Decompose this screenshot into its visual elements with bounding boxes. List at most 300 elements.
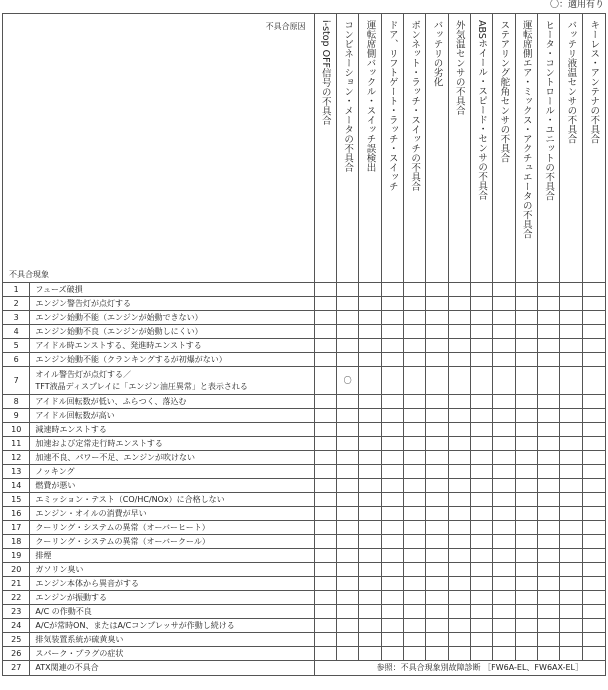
applicability-cell (336, 283, 358, 297)
applicability-cell (470, 283, 492, 297)
applicability-cell (403, 479, 425, 493)
applicability-cell (314, 409, 336, 423)
matrix-corner-cell (3, 14, 315, 283)
applicability-cell (560, 465, 582, 479)
applicability-cell (403, 605, 425, 619)
applicability-cell (560, 535, 582, 549)
applicability-cell (314, 577, 336, 591)
applicability-cell (336, 311, 358, 325)
symptom-text: エンジン・オイルの消費が早い (35, 508, 147, 518)
applicability-cell (336, 591, 358, 605)
cause-column-header (448, 14, 470, 283)
applicability-cell (336, 297, 358, 311)
table-row (3, 367, 606, 395)
applicability-cell (381, 507, 403, 521)
applicability-cell (537, 633, 559, 647)
applicability-cell (359, 633, 381, 647)
row-number: 8 (3, 395, 30, 409)
applicability-cell (470, 367, 492, 395)
table-row (3, 409, 606, 423)
applicability-cell (537, 423, 559, 437)
cause-column-label: ヒータ・コントロール・ユニットの不具合 (543, 20, 555, 201)
applicability-cell (493, 395, 515, 409)
applicability-cell (314, 283, 336, 297)
applicability-cell (426, 465, 448, 479)
applicability-cell (515, 619, 537, 633)
applicability-cell (403, 451, 425, 465)
applicability-cell (426, 647, 448, 661)
applicability-cell (314, 395, 336, 409)
row-number: 16 (3, 507, 30, 521)
applicability-cell (426, 549, 448, 563)
cause-column-header (582, 14, 605, 283)
applicability-cell (448, 297, 470, 311)
applicability-cell (381, 451, 403, 465)
applicability-cell (582, 493, 605, 507)
applicability-cell (336, 493, 358, 507)
symptom-cell (30, 549, 314, 563)
symptom-text: クーリング・システムの異常（オーバークール） (35, 536, 210, 546)
applicability-cell (359, 339, 381, 353)
applicability-cell (470, 521, 492, 535)
applicability-cell (560, 451, 582, 465)
applicability-cell (515, 563, 537, 577)
applicability-cell (381, 549, 403, 563)
applicability-cell (381, 647, 403, 661)
applicability-cell (448, 577, 470, 591)
applicability-cell (381, 465, 403, 479)
applicability-cell (359, 451, 381, 465)
applicability-cell (381, 577, 403, 591)
applicability-cell (426, 591, 448, 605)
applicability-cell (403, 437, 425, 451)
applicability-cell (560, 493, 582, 507)
symptom-cell (30, 479, 314, 493)
applicability-cell (426, 409, 448, 423)
applicability-cell (448, 563, 470, 577)
cause-column-label: ABSホイール・スピード・センサの不具合 (476, 20, 488, 201)
applicability-cell (560, 605, 582, 619)
applicability-cell (336, 577, 358, 591)
applicability-cell (515, 311, 537, 325)
applicability-cell (403, 409, 425, 423)
row-number: 15 (3, 493, 30, 507)
applicability-cell (470, 479, 492, 493)
applicability-cell (537, 465, 559, 479)
applicability-cell (314, 451, 336, 465)
applicability-cell (336, 423, 358, 437)
applicability-cell (314, 465, 336, 479)
applicability-cell (381, 493, 403, 507)
row-number: 20 (3, 563, 30, 577)
applicability-cell (537, 577, 559, 591)
applicability-cell (515, 577, 537, 591)
cause-column-label: 運転席側バックル・スイッチ誤検出 (364, 20, 376, 172)
symptom-cell: ATX関連の不具合 (30, 661, 314, 676)
applicability-cell (359, 437, 381, 451)
row-number: 5 (3, 339, 30, 353)
applicability-cell (537, 283, 559, 297)
applicability-cell (336, 437, 358, 451)
applicability-cell (515, 409, 537, 423)
applicability-cell (560, 283, 582, 297)
applicability-cell (359, 367, 381, 395)
applicability-cell (426, 367, 448, 395)
applicability-cell (470, 465, 492, 479)
applicability-cell (448, 633, 470, 647)
table-row (3, 619, 606, 633)
applicability-cell (426, 339, 448, 353)
applicability-cell (582, 605, 605, 619)
applicability-cell (403, 367, 425, 395)
applicability-cell (493, 549, 515, 563)
applicability-cell (493, 451, 515, 465)
applicability-cell (493, 437, 515, 451)
applicability-cell (403, 297, 425, 311)
table-row (3, 395, 606, 409)
applicability-cell (448, 451, 470, 465)
applicability-cell (582, 325, 605, 339)
applicability-cell (470, 423, 492, 437)
applicability-cell (515, 423, 537, 437)
applicability-cell (336, 619, 358, 633)
applicability-cell (426, 395, 448, 409)
applicability-cell (515, 353, 537, 367)
applicability-cell (582, 633, 605, 647)
applicability-cell (381, 563, 403, 577)
applicability-cell (403, 549, 425, 563)
row-number: 11 (3, 437, 30, 451)
symptom-text: オイル警告灯が点灯する／ (35, 369, 132, 379)
cause-column-header (560, 14, 582, 283)
applicability-cell (314, 535, 336, 549)
applicability-cell (448, 479, 470, 493)
applicability-cell (426, 325, 448, 339)
cause-column-label: キーレス・アンテナの不具合 (588, 20, 600, 144)
applicability-cell (560, 395, 582, 409)
applicability-cell (381, 619, 403, 633)
applicability-cell (560, 563, 582, 577)
applicability-cell (359, 591, 381, 605)
applicability-cell (582, 577, 605, 591)
applicability-cell (381, 479, 403, 493)
applicability-cell (582, 297, 605, 311)
applicability-cell (426, 521, 448, 535)
applicability-cell (381, 311, 403, 325)
symptom-cell (30, 297, 314, 311)
applicability-cell (493, 619, 515, 633)
applicability-cell (381, 297, 403, 311)
applicability-cell (470, 353, 492, 367)
applicability-cell (537, 605, 559, 619)
applicability-cell (403, 311, 425, 325)
applicability-cell (359, 619, 381, 633)
applicability-cell (470, 437, 492, 451)
symptom-text: アイドル時エンストする、発進時エンストする (35, 340, 202, 350)
applicability-cell (336, 563, 358, 577)
applicability-cell (537, 591, 559, 605)
applicability-cell (582, 395, 605, 409)
applicability-cell (448, 409, 470, 423)
applicability-cell (448, 521, 470, 535)
symptom-cell (30, 647, 314, 661)
applicability-cell (448, 283, 470, 297)
applicability-cell (582, 563, 605, 577)
symptom-cell (30, 353, 314, 367)
applicability-cell (314, 549, 336, 563)
symptom-cause-matrix (2, 13, 606, 676)
applicability-cell (493, 297, 515, 311)
cause-column-header (493, 14, 515, 283)
applicability-cell (403, 493, 425, 507)
applicability-cell (336, 451, 358, 465)
applicability-cell (582, 479, 605, 493)
applicability-cell (359, 353, 381, 367)
symptom-cell (30, 409, 314, 423)
applicability-cell (515, 451, 537, 465)
row-number: 10 (3, 423, 30, 437)
applicability-cell (493, 311, 515, 325)
applicability-cell (537, 563, 559, 577)
applicability-cell (537, 409, 559, 423)
symptom-cell (30, 591, 314, 605)
applicability-cell (314, 619, 336, 633)
applicability-cell (448, 591, 470, 605)
applicability-cell (448, 465, 470, 479)
applicability-cell (493, 633, 515, 647)
applicability-cell (314, 591, 336, 605)
applicability-cell (582, 535, 605, 549)
matrix-header-row (3, 14, 606, 283)
symptom-text: エンジン警告灯が点灯する (35, 298, 132, 308)
applicability-cell (560, 339, 582, 353)
applicability-cell (515, 591, 537, 605)
cause-column-header (381, 14, 403, 283)
cause-column-header (314, 14, 336, 283)
table-row (3, 479, 606, 493)
applicability-cell (537, 297, 559, 311)
applicability-cell (314, 563, 336, 577)
applicability-cell (426, 297, 448, 311)
applicability-cell (470, 577, 492, 591)
applicability-cell (470, 493, 492, 507)
row-number: 1 (3, 283, 30, 297)
applicability-cell (426, 437, 448, 451)
symptom-cell (30, 605, 314, 619)
applicability-cell (314, 367, 336, 395)
applicability-cell (426, 507, 448, 521)
symptom-text: エンジン始動不能（エンジンが始動できない） (35, 312, 203, 322)
applicability-cell (537, 367, 559, 395)
cause-column-label: ステアリング舵角センサの不具合 (498, 20, 510, 163)
symptom-cell (30, 493, 314, 507)
applicability-cell (470, 535, 492, 549)
row-number: 17 (3, 521, 30, 535)
applicability-cell (470, 619, 492, 633)
applicability-cell (314, 339, 336, 353)
applicability-cell (470, 549, 492, 563)
cause-axis-label: 不具合原因 (265, 22, 306, 31)
applicability-cell (560, 577, 582, 591)
symptom-text: 燃費が悪い (35, 480, 76, 490)
applicability-cell (448, 535, 470, 549)
applicability-cell (426, 479, 448, 493)
cause-column-label: ドア、リフトゲート・ラッチ・スイッチ (386, 20, 398, 191)
applicability-cell (537, 339, 559, 353)
applicability-cell (493, 479, 515, 493)
applicability-cell (359, 423, 381, 437)
applicability-cell (582, 423, 605, 437)
applicability-cell (314, 479, 336, 493)
row-number: 27 (3, 661, 30, 676)
applicability-cell (359, 395, 381, 409)
applicability-cell (381, 367, 403, 395)
applicability-cell (582, 507, 605, 521)
applicability-cell (493, 507, 515, 521)
table-row (3, 535, 606, 549)
cause-column-label: i-stop OFF信号の不具合 (319, 20, 331, 126)
applicability-cell (403, 339, 425, 353)
cause-column-header (403, 14, 425, 283)
applicability-cell (448, 647, 470, 661)
applicability-cell (515, 395, 537, 409)
applicability-cell (493, 563, 515, 577)
table-row (3, 647, 606, 661)
cause-column-header (515, 14, 537, 283)
cause-column-label: 運転席側エア・ミックス・アクチュエータの不具合 (520, 20, 532, 239)
applicability-cell (537, 619, 559, 633)
cause-column-header (336, 14, 358, 283)
applicability-cell (515, 647, 537, 661)
applicability-cell (403, 535, 425, 549)
table-row (3, 325, 606, 339)
table-row (3, 465, 606, 479)
applicability-cell (537, 493, 559, 507)
symptom-cell (30, 367, 314, 395)
applicability-cell (470, 633, 492, 647)
symptom-text: クーリング・システムの異常（オーバーヒート） (35, 522, 210, 532)
applicability-cell (470, 395, 492, 409)
applicability-cell (537, 395, 559, 409)
applicability-cell (582, 591, 605, 605)
applicability-cell (560, 647, 582, 661)
applicability-cell (493, 591, 515, 605)
applicability-cell (582, 409, 605, 423)
applicability-cell (314, 325, 336, 339)
symptom-cell (30, 507, 314, 521)
applicability-cell (336, 339, 358, 353)
row-number: 2 (3, 297, 30, 311)
matrix-body (3, 283, 606, 676)
applicability-cell (560, 409, 582, 423)
applicability-cell (359, 563, 381, 577)
applicability-cell (448, 493, 470, 507)
applicability-cell (314, 605, 336, 619)
applicability-cell (560, 325, 582, 339)
applicability-cell (426, 353, 448, 367)
applicability-cell (314, 493, 336, 507)
symptom-text: エンジン始動不能（クランキングするが初爆がない） (35, 354, 227, 364)
row-number: 26 (3, 647, 30, 661)
applicability-cell (314, 297, 336, 311)
applicability-cell (560, 423, 582, 437)
applicability-cell (537, 451, 559, 465)
applicability-cell (381, 591, 403, 605)
applicability-cell (515, 367, 537, 395)
applicability-cell (515, 633, 537, 647)
applicability-cell (493, 367, 515, 395)
applicability-cell (448, 423, 470, 437)
applicability-cell (359, 465, 381, 479)
row-number: 18 (3, 535, 30, 549)
applicability-cell (515, 297, 537, 311)
applicability-cell (314, 507, 336, 521)
symptom-cell (30, 451, 314, 465)
applicability-cell (403, 283, 425, 297)
row-number: 23 (3, 605, 30, 619)
applicability-cell (359, 535, 381, 549)
applicability-cell (515, 283, 537, 297)
applicability-cell (426, 493, 448, 507)
applicability-cell (381, 409, 403, 423)
symptom-text: フューズ破損 (35, 284, 83, 294)
applicability-cell (470, 325, 492, 339)
applicability-cell (359, 605, 381, 619)
table-row (3, 577, 606, 591)
applicability-cell (336, 507, 358, 521)
applicability-cell (493, 465, 515, 479)
applicability-cell (515, 507, 537, 521)
applicability-cell (493, 283, 515, 297)
applicability-cell (448, 311, 470, 325)
symptom-text: 加速不良、パワー不足、エンジンが吹けない (35, 452, 196, 462)
applicability-cell (537, 437, 559, 451)
applicability-cell (470, 507, 492, 521)
row-number: 19 (3, 549, 30, 563)
applicability-cell (403, 465, 425, 479)
applicability-cell (448, 437, 470, 451)
applicability-cell (493, 521, 515, 535)
row-number: 22 (3, 591, 30, 605)
applicability-cell (560, 619, 582, 633)
row-number: 25 (3, 633, 30, 647)
applicability-cell (426, 311, 448, 325)
cause-column-header (426, 14, 448, 283)
applicability-cell (426, 451, 448, 465)
applicability-cell (336, 549, 358, 563)
applicability-cell (448, 325, 470, 339)
applicability-cell (336, 605, 358, 619)
table-row (3, 493, 606, 507)
table-row (3, 591, 606, 605)
symptom-text: 排気装置系統が硫黄臭い (35, 634, 124, 644)
symptom-cell (30, 633, 314, 647)
applicability-cell (403, 507, 425, 521)
symptom-text: 排煙 (35, 550, 52, 560)
applicability-cell (560, 437, 582, 451)
applicability-cell (314, 311, 336, 325)
applicability-cell (515, 479, 537, 493)
row-number: 9 (3, 409, 30, 423)
row-number: 21 (3, 577, 30, 591)
applicability-cell (359, 549, 381, 563)
applicability-cell (537, 507, 559, 521)
applicability-cell (336, 521, 358, 535)
applicability-cell (314, 633, 336, 647)
applicability-cell (448, 353, 470, 367)
applicability-cell (336, 479, 358, 493)
symptom-text: アイドル回転数が高い (35, 410, 115, 420)
